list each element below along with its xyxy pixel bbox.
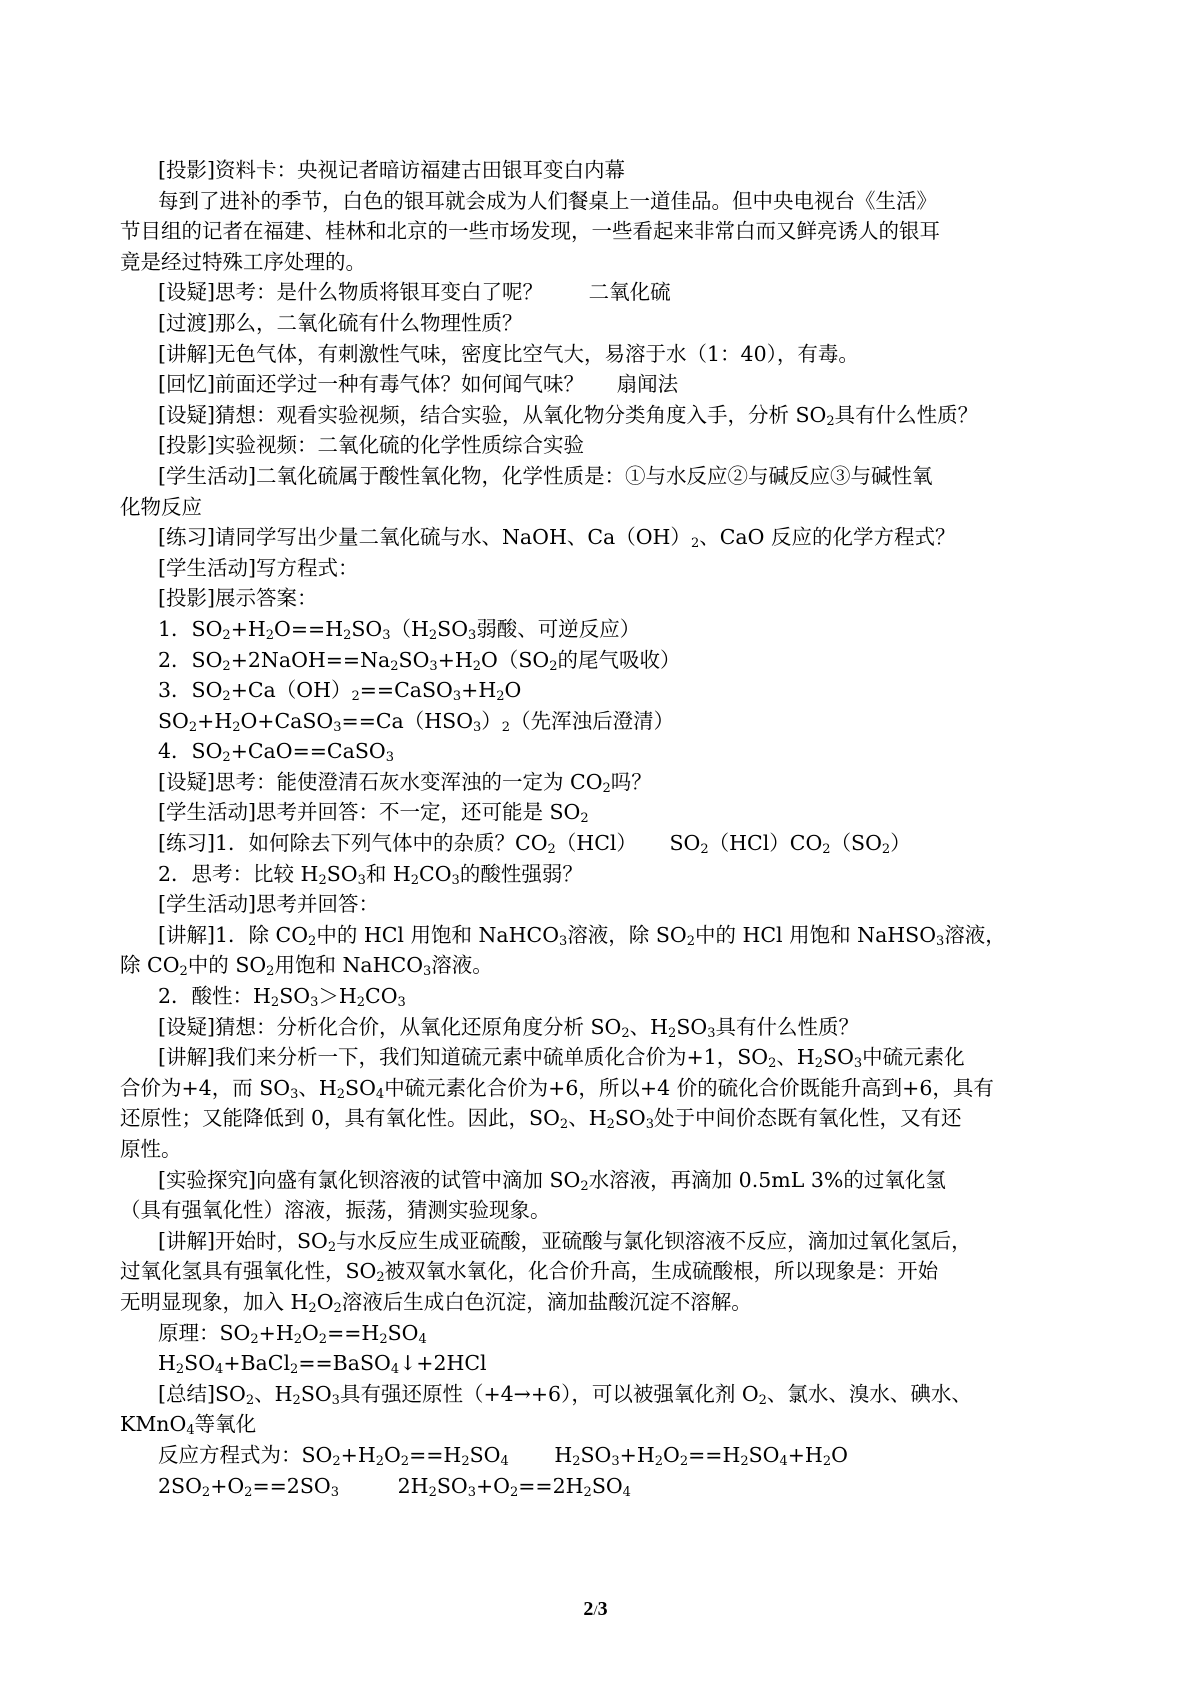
page-current: 2: [583, 1598, 594, 1620]
text-line: （具有强氧化性）溶液，振荡，猜测实验现象。: [120, 1198, 551, 1223]
text-line: [讲解]我们来分析一下，我们知道硫元素中硫单质化合价为+1，$SO_2$、$H_2SO_3$中硫元素化: [158, 1045, 965, 1072]
text-line: $H_2SO_4+BaCl_2==BaSO_4↓+2HCl$: [158, 1351, 487, 1378]
text-line: [练习]1．如何除去下列气体中的杂质？$CO_2(HCl)$ $SO_2(HCl)CO_2(SO_2)$: [158, 831, 911, 858]
text-line: [设疑]思考：能使澄清石灰水变浑浊的一定为 $CO_2$吗？: [158, 769, 652, 796]
text-line: $SO_2+H_2O+CaSO_3==Ca(HSO_3)_2$（先浑浊后澄清）: [158, 708, 675, 735]
text-line: [讲解]无色气体，有刺激性气味，密度比空气大，易溶于水（1：40），有毒。: [158, 341, 859, 366]
text-line: [讲解]开始时，$SO_2$与水反应生成亚硫酸，亚硫酸与氯化钡溶液不反应，滴加过氧化氢后，: [158, 1228, 972, 1255]
text-line: 竟是经过特殊工序处理的。: [120, 249, 366, 274]
text-line: [学生活动]二氧化硫属于酸性氧化物，化学性质是：①与水反应②与碱反应③与碱性氧: [158, 463, 933, 488]
text-line: 化物反应: [120, 494, 202, 519]
text-line: [实验探究]向盛有氯化钡溶液的试管中滴加 $SO_2$水溶液，再滴加 0.5mL 3%的过氧化氢: [158, 1167, 946, 1194]
text-line: 反应方程式为：$SO_2+H_2O_2==H_2SO_4$ $H_2SO_3+H_2O_2==H_2SO_4+H_2O$: [158, 1442, 848, 1469]
text-line: 2．思考：比较 $H_2SO_3$和 $H_2CO_3$的酸性强弱？: [158, 861, 583, 888]
page-total: 3: [597, 1598, 608, 1620]
text-line: [过渡]那么，二氧化硫有什么物理性质？: [158, 310, 523, 335]
text-line: [设疑]猜想：分析化合价，从氧化还原角度分析 $SO_2$、$H_2SO_3$具有什么性质？: [158, 1014, 859, 1041]
text-line: [投影]展示答案：: [158, 586, 318, 611]
text-line: 合价为+4，而 $SO_3$、$H_2SO_4$中硫元素化合价为+6，所以+4 价的硫化合价既能升高到+6，具有: [120, 1075, 994, 1102]
text-line: [学生活动]写方程式：: [158, 555, 359, 580]
text-line: 除 $CO_2$中的 $SO_2$用饱和 NaHCO$_3$溶液。: [120, 953, 493, 980]
text-line: [学生活动]思考并回答：不一定，还可能是 $SO_2$: [158, 800, 589, 827]
text-line: [总结]$SO_2$、$H_2SO_3$具有强还原性（+4→+6），可以被强氧化剂 $O_2$、氯水、溴水、碘水、: [158, 1381, 972, 1408]
text-line: 原性。: [120, 1137, 182, 1161]
text-line: [回忆]前面还学过一种有毒气体？如何闻气味？ 扇闻法: [158, 372, 679, 397]
text-line: [设疑]思考：是什么物质将银耳变白了呢？ 二氧化硫: [158, 280, 671, 305]
text-line: [学生活动]思考并回答：: [158, 892, 379, 917]
text-line: 节目组的记者在福建、桂林和北京的一些市场发现，一些看起来非常白而又鲜亮诱人的银耳: [120, 219, 940, 244]
text-line: 每到了进补的季节，白色的银耳就会成为人们餐桌上一道佳品。但中央电视台《生活》: [158, 188, 937, 213]
text-line: KMnO$_4$等氧化: [120, 1412, 257, 1439]
text-line: 1．$SO_2+H_2O==H_2SO_3(H_2SO_3$弱酸、可逆反应）: [158, 616, 641, 643]
text-line: 还原性；又能降低到 0，具有氧化性。因此，$SO_2$、$H_2SO_3$处于中间价态既有氧化性，又有还: [120, 1106, 962, 1133]
text-line: [讲解]1．除 $CO_2$中的 HCl 用饱和 NaHCO$_3$溶液，除 $SO_2$中的 HCl 用饱和 NaHSO$_3$溶液，: [158, 922, 1006, 949]
text-line: [投影]实验视频：二氧化硫的化学性质综合实验: [158, 433, 584, 458]
text-line: $2SO_2+O_2==2SO_3$ $2H_2SO_3+O_2==2H_2SO_4$: [158, 1473, 631, 1500]
text-line: [设疑]猜想：观看实验视频，结合实验，从氧化物分类角度入手，分析 $SO_2$具有什么性质？: [158, 402, 979, 429]
text-line: [投影]资料卡：央视记者暗访福建古田银耳变白内幕: [158, 158, 625, 182]
text-line: [练习]请同学写出少量二氧化硫与水、NaOH、$Ca(OH)_2$、CaO 反应的化学方程式？: [158, 525, 956, 552]
page-separator: /: [593, 1603, 598, 1619]
text-line: 原理：$SO_2+H_2O_2==H_2SO_4$: [158, 1320, 427, 1347]
text-line: 无明显现象，加入 $H_2O_2$溶液后生成白色沉淀，滴加盐酸沉淀不溶解。: [120, 1289, 752, 1316]
text-line: 2．$SO_2+2NaOH==Na_2SO_3+H_2O(SO_2$的尾气吸收）: [158, 647, 681, 674]
page-number: [0, 1598, 1191, 1621]
document-body: [120, 155, 1100, 1501]
text-line: 2．酸性：$H_2SO_3>H_2CO_3$: [158, 984, 406, 1011]
text-line: 4．$SO_2+CaO==CaSO_3$: [158, 739, 394, 766]
text-line: 过氧化氢具有强氧化性，$SO_2$被双氧水氧化，化合价升高，生成硫酸根，所以现象是：开始: [120, 1259, 939, 1286]
text-line: 3．$SO_2+Ca(OH)_2==CaSO_3+H_2O$: [158, 678, 522, 705]
